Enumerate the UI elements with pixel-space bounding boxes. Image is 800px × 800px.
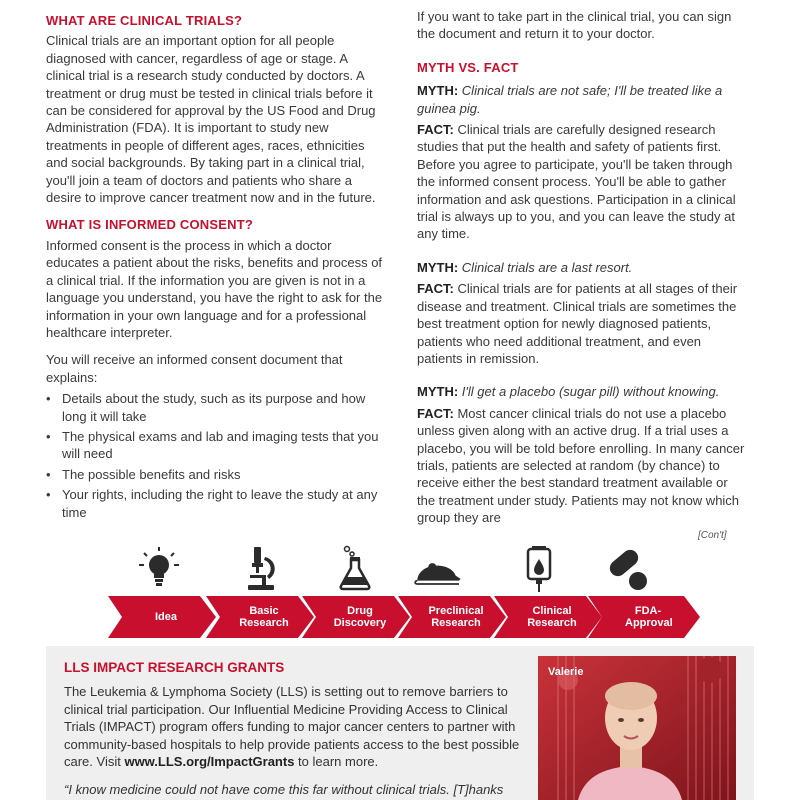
process-step-label: FDA-Approval <box>625 605 673 629</box>
consent-document-text: You will receive an informed consent document that explains: <box>46 352 343 385</box>
fact-2 <box>417 280 747 367</box>
impact-grants-body: The Leukemia & Lymphoma Society (LLS) is setting out to remove barriers to clinical trial participation. Our Influential Medicine Providing Access to Clinical Trials (IMPACT) program offers funding to major cancer centers to partner with community-based hospitals to help provide patients access to the best possible care. Visit <box>64 684 520 770</box>
myth-text: Clinical trials are a last resort. <box>461 259 633 275</box>
process-step-drug-discovery <box>302 596 410 638</box>
flask-icon <box>330 545 380 593</box>
process-step-preclinical-research <box>398 596 506 638</box>
impact-grants-text <box>64 683 522 771</box>
fact-text: Clinical trials are for patients at all stages of their disease and treatment. Clinical trials are sometimes the best treatment option for newly diagnosed patients, patients who need additional treatment, and even patients in remission. <box>417 281 738 366</box>
left-column <box>46 8 386 524</box>
myth-1 <box>417 82 747 117</box>
myth-2 <box>417 259 747 276</box>
fact-3 <box>417 405 747 527</box>
process-icons-row <box>108 545 700 595</box>
myth-text: I'll get a placebo (sugar pill) without knowing. <box>461 384 720 400</box>
bullet-item: • The possible benefits and risks <box>46 466 386 483</box>
process-step-fda-approval <box>588 596 700 638</box>
myth-label: MYTH: <box>417 259 459 275</box>
research-process-chevrons <box>108 596 700 638</box>
clinical-trials-text: Clinical trials are an important option for all people diagnosed with cancer, regardless of age or stage. A clinical trial is a research study conducted by doctors. A treatment or drug must be tested in clinical trials before it can be considered for approval by the US Food and Drug Administration (FDA). It is important to study new treatments in people of different ages, races, ethnicities and social backgrounds. By taking part in a clinical trial, you'll join a team of doctors and patients who share a desire to improve cancer treatment now and in the future. <box>46 33 376 206</box>
myth-fact-heading: MYTH VS. FACT <box>417 59 519 75</box>
process-step-idea <box>108 596 216 638</box>
process-step-label: Preclinical Research <box>428 605 484 629</box>
fact-text: Clinical trials are carefully designed research studies that put the health and safety of patients first. Before you agree to participate, you'll be taken through the informed consent process. You'll be able to gather information and ask questions. Participation in a clinical trial is always up to you, and you can leave the study at any time. <box>417 122 736 242</box>
fact-1 <box>417 121 747 243</box>
process-step-basic-research <box>206 596 314 638</box>
fact-label: FACT: <box>417 405 454 421</box>
fact-text: Most cancer clinical trials do not use a placebo unless given along with an active drug. If a trial uses a placebo, you will be told before enrolling. In many cancer trials, patients are selected at random (by chance) to receive either the best standard treatment available or the treatment under study. Patients may not know which group they are <box>417 405 745 526</box>
process-step-label: Drug Discovery <box>333 605 387 629</box>
sign-document-text: If you want to take part in the clinical trial, you can sign the document and return it to your doctor. <box>417 9 732 42</box>
myth-label: MYTH: <box>417 384 459 400</box>
myth-label: MYTH: <box>417 83 459 99</box>
impact-grants-heading: LLS IMPACT RESEARCH GRANTS <box>64 660 285 675</box>
right-column <box>417 8 747 529</box>
continued-marker: [Con't] <box>698 530 727 541</box>
lightbulb-icon <box>134 545 184 593</box>
informed-consent-heading: WHAT IS INFORMED CONSENT? <box>46 217 253 233</box>
iv-bag-icon <box>514 545 564 593</box>
fact-label: FACT: <box>417 122 454 138</box>
myth-text: Clinical trials are not safe; I'll be treated like a guinea pig. <box>417 83 723 116</box>
process-step-label: Clinical Research <box>527 605 577 629</box>
patient-photo <box>538 656 736 800</box>
consent-bullet-list <box>46 390 386 521</box>
process-step-label: Basic Research <box>239 605 289 629</box>
fact-label: FACT: <box>417 281 454 297</box>
photo-caption: Valerie <box>548 666 584 678</box>
bullet-item: • Details about the study, such as its purpose and how long it will take <box>46 390 386 425</box>
process-step-clinical-research <box>494 596 602 638</box>
patient-quote: “I know medicine could not have come this far without clinical trials. [T]hanks <box>64 782 504 797</box>
process-step-label: Idea <box>154 611 177 623</box>
impact-grants-link[interactable]: www.LLS.org/ImpactGrants <box>124 754 295 770</box>
clinical-trials-heading: WHAT ARE CLINICAL TRIALS? <box>46 13 243 28</box>
informed-consent-text: Informed consent is the process in which a doctor educates a patient about the risks, benefits and process of a clinical trial. If the information you are given is not in a language you understand, you have the right to ask for the information in your own language and for a professional healthcare interpreter. <box>46 237 383 340</box>
bullet-item: • Your rights, including the right to leave the study at any time <box>46 486 386 521</box>
mouse-icon <box>414 545 464 593</box>
pill-icon <box>602 545 652 593</box>
microscope-icon <box>236 545 286 593</box>
impact-grants-suffix: to learn more. <box>294 754 379 770</box>
bullet-item: • The physical exams and lab and imaging tests that you will need <box>46 428 386 463</box>
myth-3 <box>417 383 747 400</box>
